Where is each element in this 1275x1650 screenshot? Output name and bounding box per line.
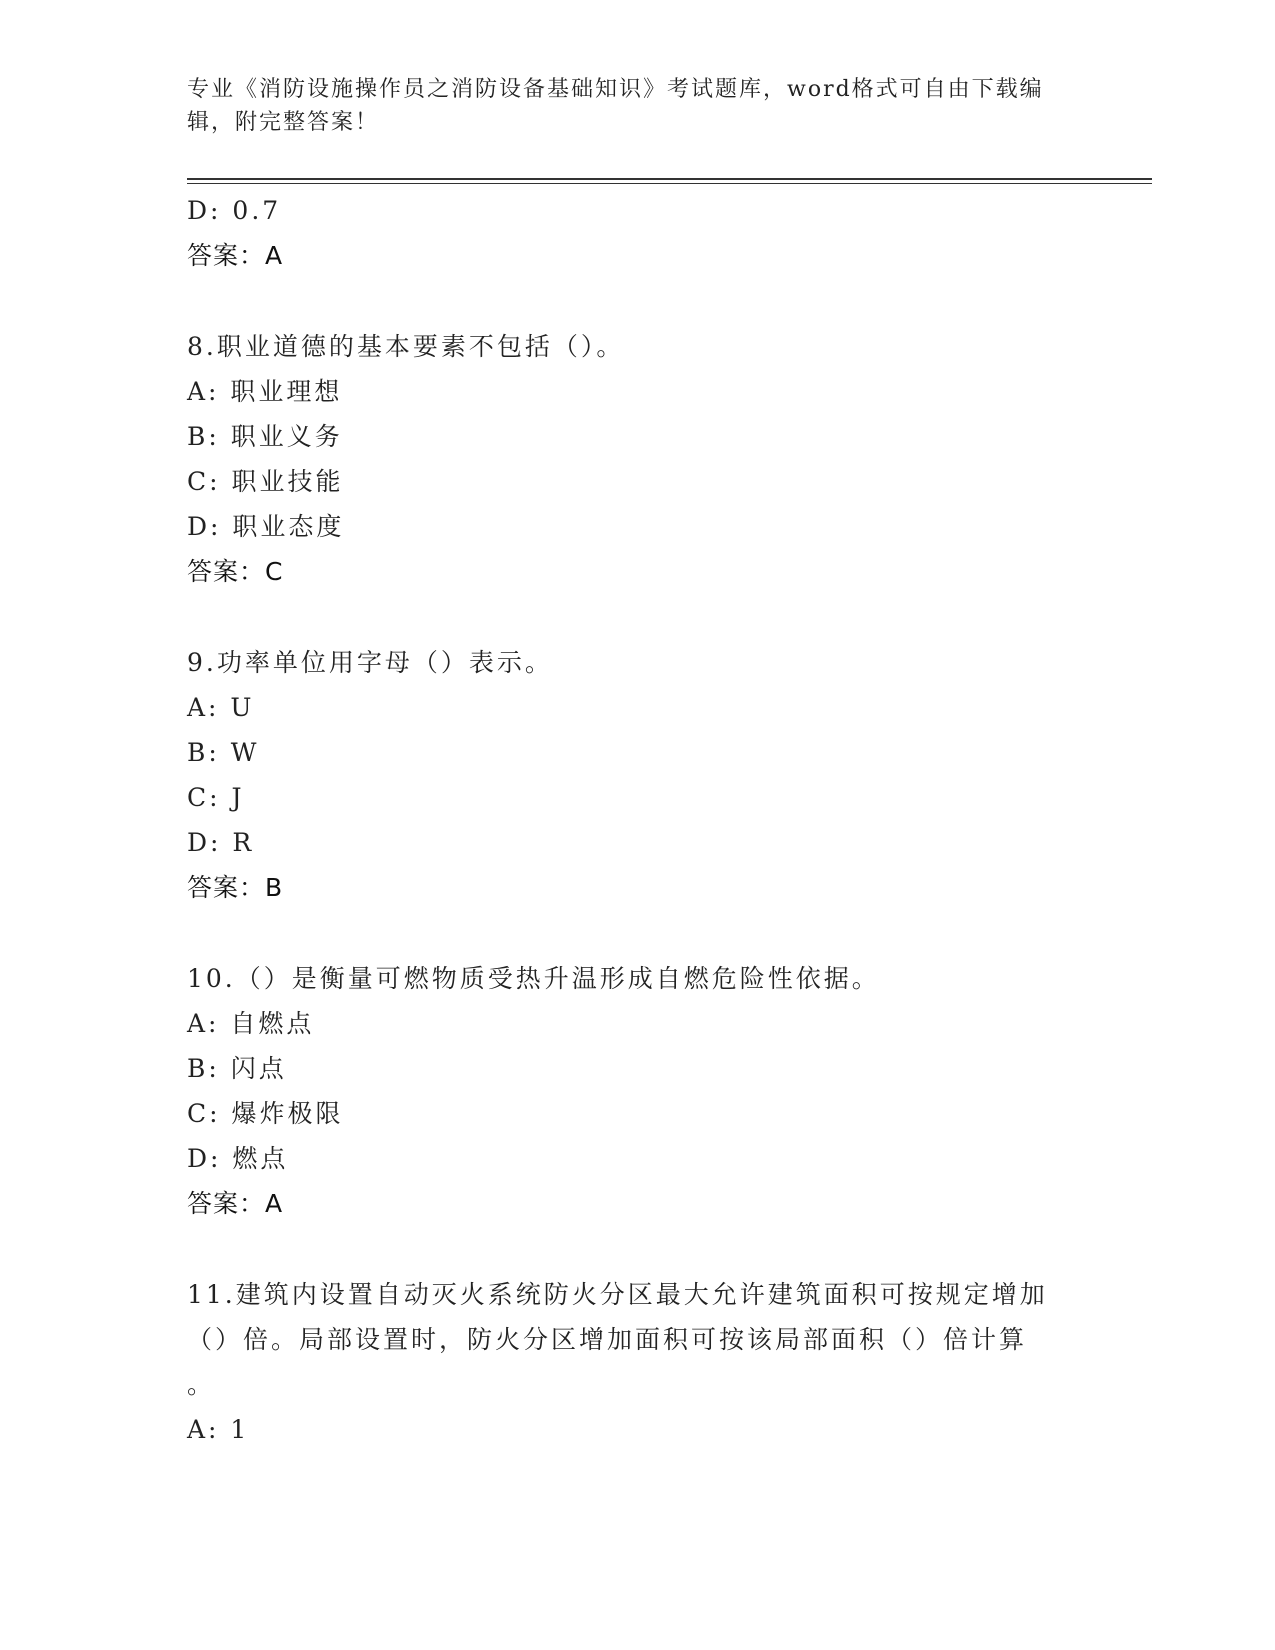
header-line-1: 专业《消防设施操作员之消防设备基础知识》考试题库，word格式可自由下载编 (187, 77, 1044, 102)
page-header (187, 73, 1067, 139)
q10-option-d: D: 燃点 (187, 1144, 289, 1173)
header-rule-thick (187, 178, 1152, 180)
question-list (187, 188, 1087, 1452)
q11-option-a: A: 1 (187, 1415, 250, 1444)
q9-question: 9.功率单位用字母（）表示。 (187, 648, 553, 677)
q7-option-d: D: 0.7 (187, 196, 282, 225)
q11-question-line-1: 11.建筑内设置自动灭火系统防火分区最大允许建筑面积可按规定增加 (187, 1280, 1048, 1309)
q9-answer: 答案：B (187, 873, 284, 902)
q9-option-b: B: W (187, 738, 260, 767)
q8-option-a: A: 职业理想 (187, 377, 343, 406)
q11-question-line-3: 。 (187, 1370, 216, 1399)
spacer (187, 594, 1087, 640)
spacer (187, 1226, 1087, 1272)
q7-answer: 答案：A (187, 241, 284, 270)
spacer (187, 278, 1087, 324)
q10-answer: 答案：A (187, 1189, 284, 1218)
header-rule-thin (187, 183, 1152, 184)
q10-option-b: B: 闪点 (187, 1054, 287, 1083)
q11-question-line-2: （）倍。局部设置时，防火分区增加面积可按该局部面积（）倍计算 (187, 1325, 1028, 1354)
q10-question: 10.（）是衡量可燃物质受热升温形成自燃危险性依据。 (187, 964, 880, 993)
q10-option-a: A: 自燃点 (187, 1009, 315, 1038)
q10-option-c: C: 爆炸极限 (187, 1099, 344, 1128)
q8-option-b: B: 职业义务 (187, 422, 343, 451)
q8-question: 8.职业道德的基本要素不包括（）。 (187, 332, 625, 361)
spacer (187, 910, 1087, 956)
q9-option-d: D: R (187, 828, 255, 857)
header-line-2: 辑，附完整答案！ (187, 110, 380, 135)
q9-option-c: C: J (187, 783, 245, 812)
q8-option-c: C: 职业技能 (187, 467, 344, 496)
q8-option-d: D: 职业态度 (187, 512, 345, 541)
q9-option-a: A: U (187, 693, 255, 722)
q8-answer: 答案：C (187, 557, 284, 586)
